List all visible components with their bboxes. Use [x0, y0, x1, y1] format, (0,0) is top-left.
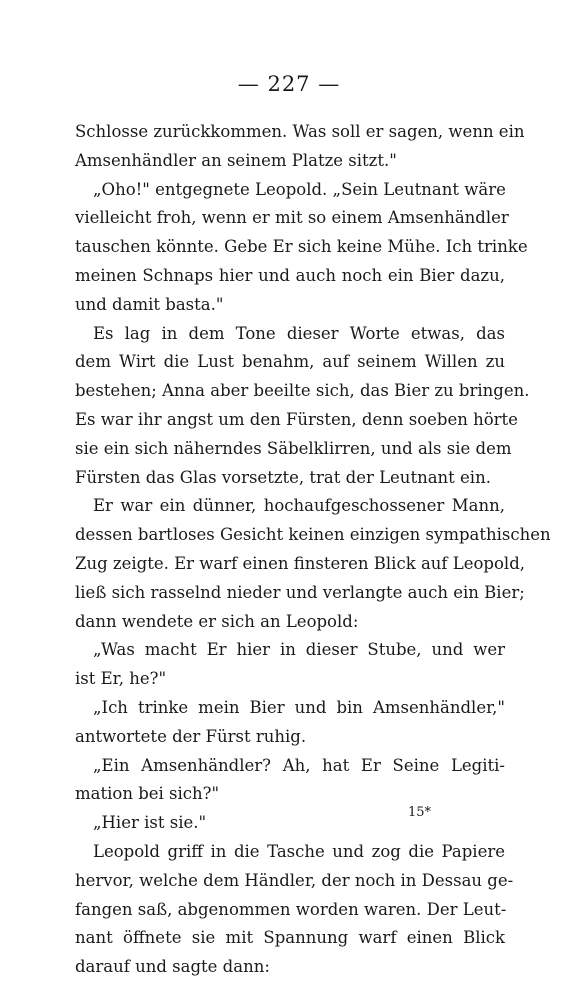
- text-line: bestehen; Anna aber beeilte sich, das Bier zu bringen.: [75, 381, 530, 401]
- text-line: dem Wirt die Lust benahm, auf seinem Willen zu: [75, 352, 505, 372]
- text-line: dann wendete er sich an Leopold:: [75, 611, 359, 631]
- text-line: Fürsten das Glas vorsetzte, trat der Leutnant ein.: [75, 467, 491, 487]
- text-line: antwortete der Fürst ruhig.: [75, 726, 307, 746]
- text-line: Leopold griff in die Tasche und zog die Papiere: [93, 841, 505, 861]
- text-line: Amsenhändler an seinem Platze sitzt.": [75, 150, 397, 170]
- text-line: Es war ihr angst um den Fürsten, denn soeben hörte: [75, 409, 518, 429]
- text-line: meinen Schnaps hier und auch noch ein Bier dazu,: [75, 265, 505, 285]
- text-line: tauschen könnte. Gebe Er sich keine Mühe. Ich trinke: [75, 237, 528, 257]
- text-line: vielleicht froh, wenn er mit so einem Amsenhändler: [75, 208, 509, 228]
- text-line: „Was macht Er hier in dieser Stube, und wer: [93, 640, 505, 660]
- text-line: mation bei sich?": [75, 784, 220, 804]
- text-line: dessen bartloses Gesicht keinen einzigen sympathischen: [75, 525, 551, 545]
- text-line: „Oho!" entgegnete Leopold. „Sein Leutnant wäre: [93, 179, 506, 199]
- text-line: fangen saß, abgenommen worden waren. Der Leut-: [75, 899, 507, 919]
- body-text: [75, 118, 551, 982]
- text-line: ist Er, he?": [75, 669, 167, 689]
- text-line: „Ein Amsenhändler? Ah, hat Er Seine Legiti-: [93, 755, 505, 775]
- text-line: Es lag in dem Tone dieser Worte etwas, das: [93, 323, 505, 343]
- page-number-header: — 227 —: [237, 72, 341, 96]
- text-line: Zug zeigte. Er warf einen finsteren Blick auf Leopold,: [75, 553, 525, 573]
- text-line: nant öffnete sie mit Spannung warf einen Blick: [75, 928, 505, 948]
- text-line: „Hier ist sie.": [93, 813, 207, 833]
- text-line: darauf und sagte dann:: [75, 957, 270, 977]
- printer-signature-mark: 15*: [408, 805, 432, 820]
- text-line: Er war ein dünner, hochaufgeschossener Mann,: [93, 496, 505, 516]
- text-line: ließ sich rasselnd nieder und verlangte auch ein Bier;: [75, 582, 525, 602]
- text-line: sie ein sich näherndes Säbelklirren, und als sie dem: [75, 438, 512, 458]
- text-line: „Ich trinke mein Bier und bin Amsenhändler,": [93, 697, 505, 717]
- text-line: und damit basta.": [75, 294, 224, 314]
- text-line: hervor, welche dem Händler, der noch in Dessau ge-: [75, 870, 514, 890]
- text-line: Schlosse zurückkommen. Was soll er sagen, wenn ein: [75, 122, 525, 141]
